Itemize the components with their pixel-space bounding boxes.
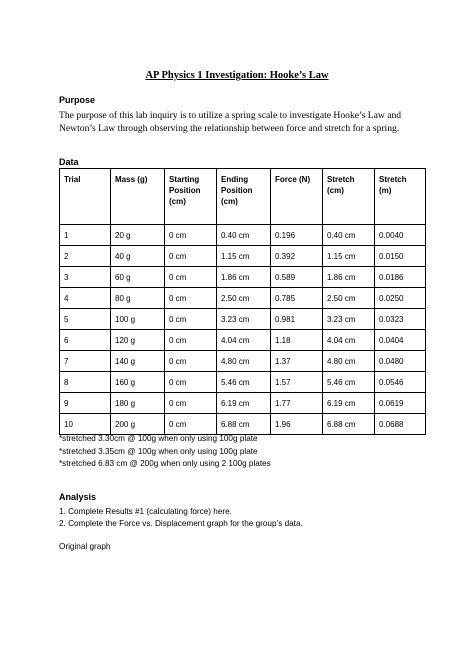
table-body	[60, 225, 426, 435]
table-cell: 0.392	[271, 246, 323, 267]
table-cell: 0 cm	[165, 351, 217, 372]
table-cell: 4.04 cm	[217, 330, 271, 351]
table-cell: 0.40 cm	[217, 225, 271, 246]
purpose-line: Newton’s Law through observing the relationship between force and stretch for a spring.	[59, 123, 400, 134]
column-header	[60, 169, 111, 225]
table-row	[60, 330, 426, 351]
table-cell: 0.0546	[375, 372, 426, 393]
table-cell: 0 cm	[165, 267, 217, 288]
analysis-item: 1. Complete Results #1 (calculating force) here.	[59, 507, 232, 516]
table-cell: 1.15 cm	[323, 246, 375, 267]
table-cell: 200 g	[111, 414, 165, 435]
table-row	[60, 246, 426, 267]
column-header-line: Force (N)	[275, 175, 311, 184]
table-cell: 40 g	[111, 246, 165, 267]
table-cell: 6.19 cm	[217, 393, 271, 414]
table-cell: 60 g	[111, 267, 165, 288]
table-cell: 10	[60, 414, 111, 435]
column-header-line: Starting	[169, 175, 200, 184]
column-header-line: Stretch	[327, 175, 355, 184]
table-cell: 1.18	[271, 330, 323, 351]
table-cell: 120 g	[111, 330, 165, 351]
column-header	[323, 169, 375, 225]
table-row	[60, 393, 426, 414]
table-cell: 1	[60, 225, 111, 246]
table-cell: 0.589	[271, 267, 323, 288]
table-cell: 0.0619	[375, 393, 426, 414]
column-header	[375, 169, 426, 225]
column-header-line: (cm)	[327, 186, 344, 195]
table-cell: 2	[60, 246, 111, 267]
table-cell: 1.37	[271, 351, 323, 372]
purpose-paragraph	[59, 109, 421, 135]
table-cell: 9	[60, 393, 111, 414]
column-header	[217, 169, 271, 225]
column-header	[271, 169, 323, 225]
table-row	[60, 288, 426, 309]
table-cell: 0 cm	[165, 414, 217, 435]
table-cell: 2.50 cm	[323, 288, 375, 309]
table-cell: 0.0150	[375, 246, 426, 267]
note-line: *stretched 6.83 cm @ 200g when only using 2 100g plates	[59, 459, 271, 468]
column-header	[165, 169, 217, 225]
table-row	[60, 414, 426, 435]
table-cell: 0.0250	[375, 288, 426, 309]
column-header-line: Mass (g)	[115, 175, 148, 184]
purpose-line: The purpose of this lab inquiry is to utilize a spring scale to investigate Hooke’s Law and	[59, 110, 402, 121]
table-cell: 0.785	[271, 288, 323, 309]
table-cell: 180 g	[111, 393, 165, 414]
table-cell: 0.0040	[375, 225, 426, 246]
column-header-line: Stretch	[379, 175, 407, 184]
table-cell: 5.46 cm	[323, 372, 375, 393]
note-line: *stretched 3.30cm @ 100g when only using 100g plate	[59, 434, 258, 443]
column-header-line: Ending	[221, 175, 249, 184]
table-cell: 0.40 cm	[323, 225, 375, 246]
table-cell: 0.196	[271, 225, 323, 246]
analysis-list	[59, 506, 303, 530]
table-cell: 3.23 cm	[323, 309, 375, 330]
analysis-item: 2. Complete the Force vs. Displacement graph for the group’s data.	[59, 519, 303, 528]
table-row	[60, 309, 426, 330]
column-header-line: Position	[169, 186, 201, 195]
data-heading: Data	[59, 157, 79, 167]
table-cell: 3.23 cm	[217, 309, 271, 330]
table-row	[60, 225, 426, 246]
table-cell: 0 cm	[165, 225, 217, 246]
column-header-line: (m)	[379, 186, 392, 195]
table-cell: 0.0688	[375, 414, 426, 435]
table-cell: 6.88 cm	[217, 414, 271, 435]
column-header-line: (cm)	[169, 197, 186, 206]
table-cell: 0 cm	[165, 309, 217, 330]
table-cell: 0.0323	[375, 309, 426, 330]
analysis-heading: Analysis	[59, 492, 97, 502]
table-cell: 0 cm	[165, 288, 217, 309]
data-table	[59, 168, 426, 435]
table-cell: 1.15 cm	[217, 246, 271, 267]
table-cell: 80 g	[111, 288, 165, 309]
column-header-line: Position	[221, 186, 253, 195]
table-cell: 0 cm	[165, 330, 217, 351]
table-cell: 0 cm	[165, 393, 217, 414]
table-cell: 5	[60, 309, 111, 330]
table-cell: 8	[60, 372, 111, 393]
table-cell: 4.80 cm	[323, 351, 375, 372]
table-cell: 140 g	[111, 351, 165, 372]
note-line: *stretched 3.35cm @ 100g when only using 100g plate	[59, 446, 258, 456]
table-row	[60, 267, 426, 288]
table-cell: 1.96	[271, 414, 323, 435]
table-cell: 100 g	[111, 309, 165, 330]
column-header-line: (cm)	[221, 197, 238, 206]
table-cell: 6.19 cm	[323, 393, 375, 414]
table-cell: 0.0480	[375, 351, 426, 372]
table-cell: 0.981	[271, 309, 323, 330]
table-cell: 0 cm	[165, 372, 217, 393]
table-cell: 3	[60, 267, 111, 288]
table-cell: 0.0404	[375, 330, 426, 351]
table-cell: 6	[60, 330, 111, 351]
table-cell: 4	[60, 288, 111, 309]
table-row	[60, 372, 426, 393]
purpose-heading: Purpose	[59, 95, 96, 105]
notes	[59, 433, 271, 471]
table-header-row	[60, 169, 426, 225]
table-row	[60, 351, 426, 372]
document-title: AP Physics 1 Investigation: Hooke’s Law	[145, 70, 329, 81]
table-cell: 20 g	[111, 225, 165, 246]
table-cell: 1.86 cm	[217, 267, 271, 288]
original-graph-label: Original graph	[59, 542, 111, 551]
table-cell: 160 g	[111, 372, 165, 393]
table-cell: 6.88 cm	[323, 414, 375, 435]
table-cell: 5.46 cm	[217, 372, 271, 393]
table-cell: 4.80 cm	[217, 351, 271, 372]
table-cell: 1.57	[271, 372, 323, 393]
table-cell: 2.50 cm	[217, 288, 271, 309]
table-cell: 7	[60, 351, 111, 372]
column-header-line: Trial	[64, 175, 81, 184]
table-cell: 0 cm	[165, 246, 217, 267]
table-cell: 4.04 cm	[323, 330, 375, 351]
table-cell: 0.0186	[375, 267, 426, 288]
column-header	[111, 169, 165, 225]
table-cell: 1.77	[271, 393, 323, 414]
table-cell: 1.86 cm	[323, 267, 375, 288]
